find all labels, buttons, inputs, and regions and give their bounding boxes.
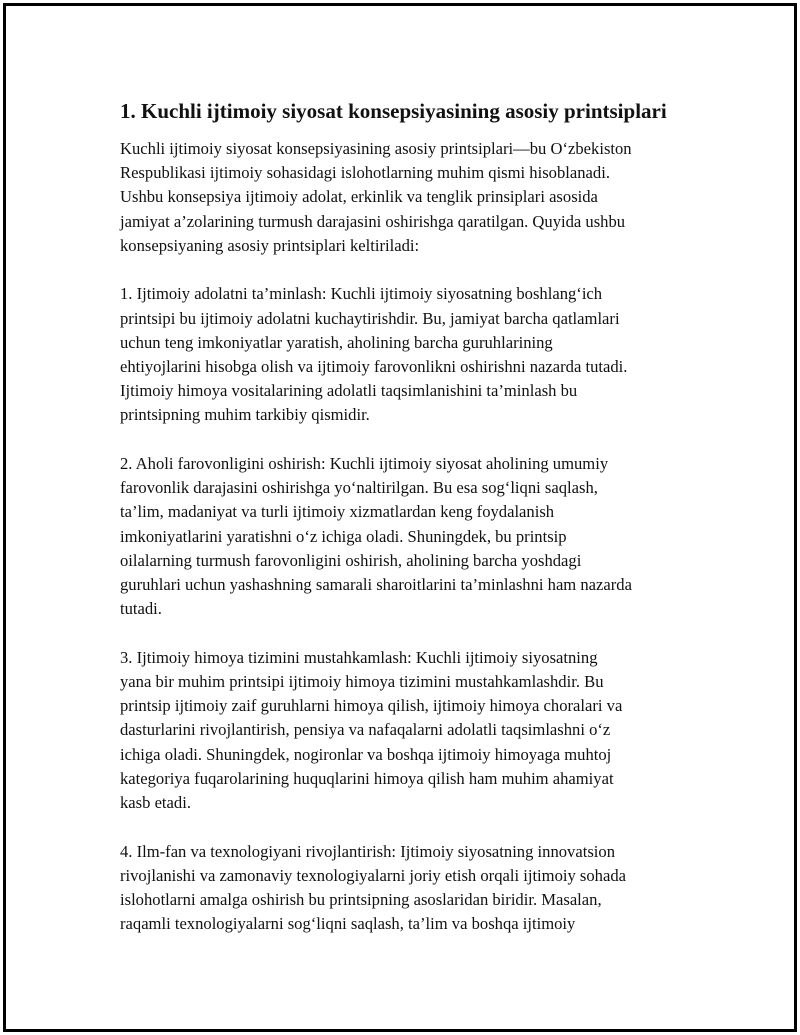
paragraph	[120, 452, 700, 621]
paragraph-line: tutadi.	[120, 599, 162, 619]
paragraph-line: imkoniyatlarini yaratishni o‘z ichiga oladi. Shuningdek, bu printsip	[120, 526, 567, 546]
page-frame	[3, 3, 797, 1032]
paragraph	[120, 282, 700, 427]
paragraph-line: printsipning muhim tarkibiy qismidir.	[120, 405, 370, 425]
paragraph-line: raqamli texnologiyalarni sog‘liqni saqlash, ta’lim va boshqa ijtimoiy	[120, 914, 576, 934]
paragraph-line: 2. Aholi farovonligini oshirish: Kuchli ijtimoiy siyosat aholining umumiy	[120, 454, 609, 474]
paragraph-line: konsepsiyaning asosiy printsiplari keltiriladi:	[120, 235, 420, 255]
paragraph-line: yana bir muhim printsipi ijtimoiy himoya tizimini mustahkamlashdir. Bu	[120, 672, 604, 692]
document-body	[120, 98, 700, 936]
paragraph-line: islohotlarni amalga oshirish bu printsipning asoslaridan biridir. Masalan,	[120, 890, 602, 910]
paragraph-line: dasturlarini rivojlantirish, pensiya va nafaqalarni adolatli taqsimlashni o‘z	[120, 720, 611, 740]
paragraph-line: farovonlik darajasini oshirishga yo‘naltirilgan. Bu esa sog‘liqni saqlash,	[120, 478, 598, 498]
paragraph	[120, 137, 700, 258]
paragraph-line: ehtiyojlarini hisobga olish va ijtimoiy farovonlikni oshirishni nazarda tutadi.	[120, 357, 628, 377]
paragraph-line: kasb etadi.	[120, 793, 191, 813]
paragraph-line: printsip ijtimoiy zaif guruhlarni himoya qilish, ijtimoiy himoya choralari va	[120, 696, 623, 716]
paragraph-line: oilalarning turmush farovonligini oshirish, aholining barcha yoshdagi	[120, 550, 582, 570]
paragraph-line: guruhlari uchun yashashning samarali sharoitlarini ta’minlashni ham nazarda	[120, 575, 632, 595]
paragraph-line: rivojlanishi va zamonaviy texnologiyalarni joriy etish orqali ijtimoiy sohada	[120, 865, 627, 885]
paragraph-line: Respublikasi ijtimoiy sohasidagi islohotlarning muhim qismi hisoblanadi.	[120, 163, 610, 183]
document-title: 1. Kuchli ijtimoiy siyosat konsepsiyasining asosiy printsiplari	[120, 99, 667, 123]
paragraph-line: kategoriya fuqarolarining huquqlarini himoya qilish ham muhim ahamiyat	[120, 768, 614, 788]
paragraph	[120, 646, 700, 815]
paragraph-line: ta’lim, madaniyat va turli ijtimoiy xizmatlardan keng foydalanish	[120, 502, 555, 522]
paragraph-line: 1. Ijtimoiy adolatni ta’minlash: Kuchli ijtimoiy siyosatning boshlang‘ich	[120, 284, 603, 304]
paragraph-line: printsipi bu ijtimoiy adolatni kuchaytirishdir. Bu, jamiyat barcha qatlamlari	[120, 308, 620, 328]
paragraph-line: Ushbu konsepsiya ijtimoiy adolat, erkinlik va tenglik prinsiplari asosida	[120, 187, 598, 207]
paragraph-line: jamiyat a’zolarining turmush darajasini oshirishga qaratilgan. Quyida ushbu	[120, 211, 626, 231]
paragraph-line: ichiga oladi. Shuningdek, nogironlar va boshqa ijtimoiy himoyaga muhtoj	[120, 744, 612, 764]
paragraph-line: 4. Ilm-fan va texnologiyani rivojlantirish: Ijtimoiy siyosatning innovatsion	[120, 841, 615, 861]
paragraph-line: Ijtimoiy himoya vositalarining adolatli taqsimlanishini ta’minlash bu	[120, 381, 578, 401]
paragraph-line: uchun teng imkoniyatlar yaratish, aholining barcha guruhlarining	[120, 332, 553, 352]
paragraph-line: 3. Ijtimoiy himoya tizimini mustahkamlash: Kuchli ijtimoiy siyosatning	[120, 647, 598, 667]
paragraph	[120, 840, 700, 937]
paragraph-line: Kuchli ijtimoiy siyosat konsepsiyasining asosiy printsiplari—bu O‘zbekiston	[120, 139, 632, 158]
paragraph-list	[120, 137, 700, 936]
